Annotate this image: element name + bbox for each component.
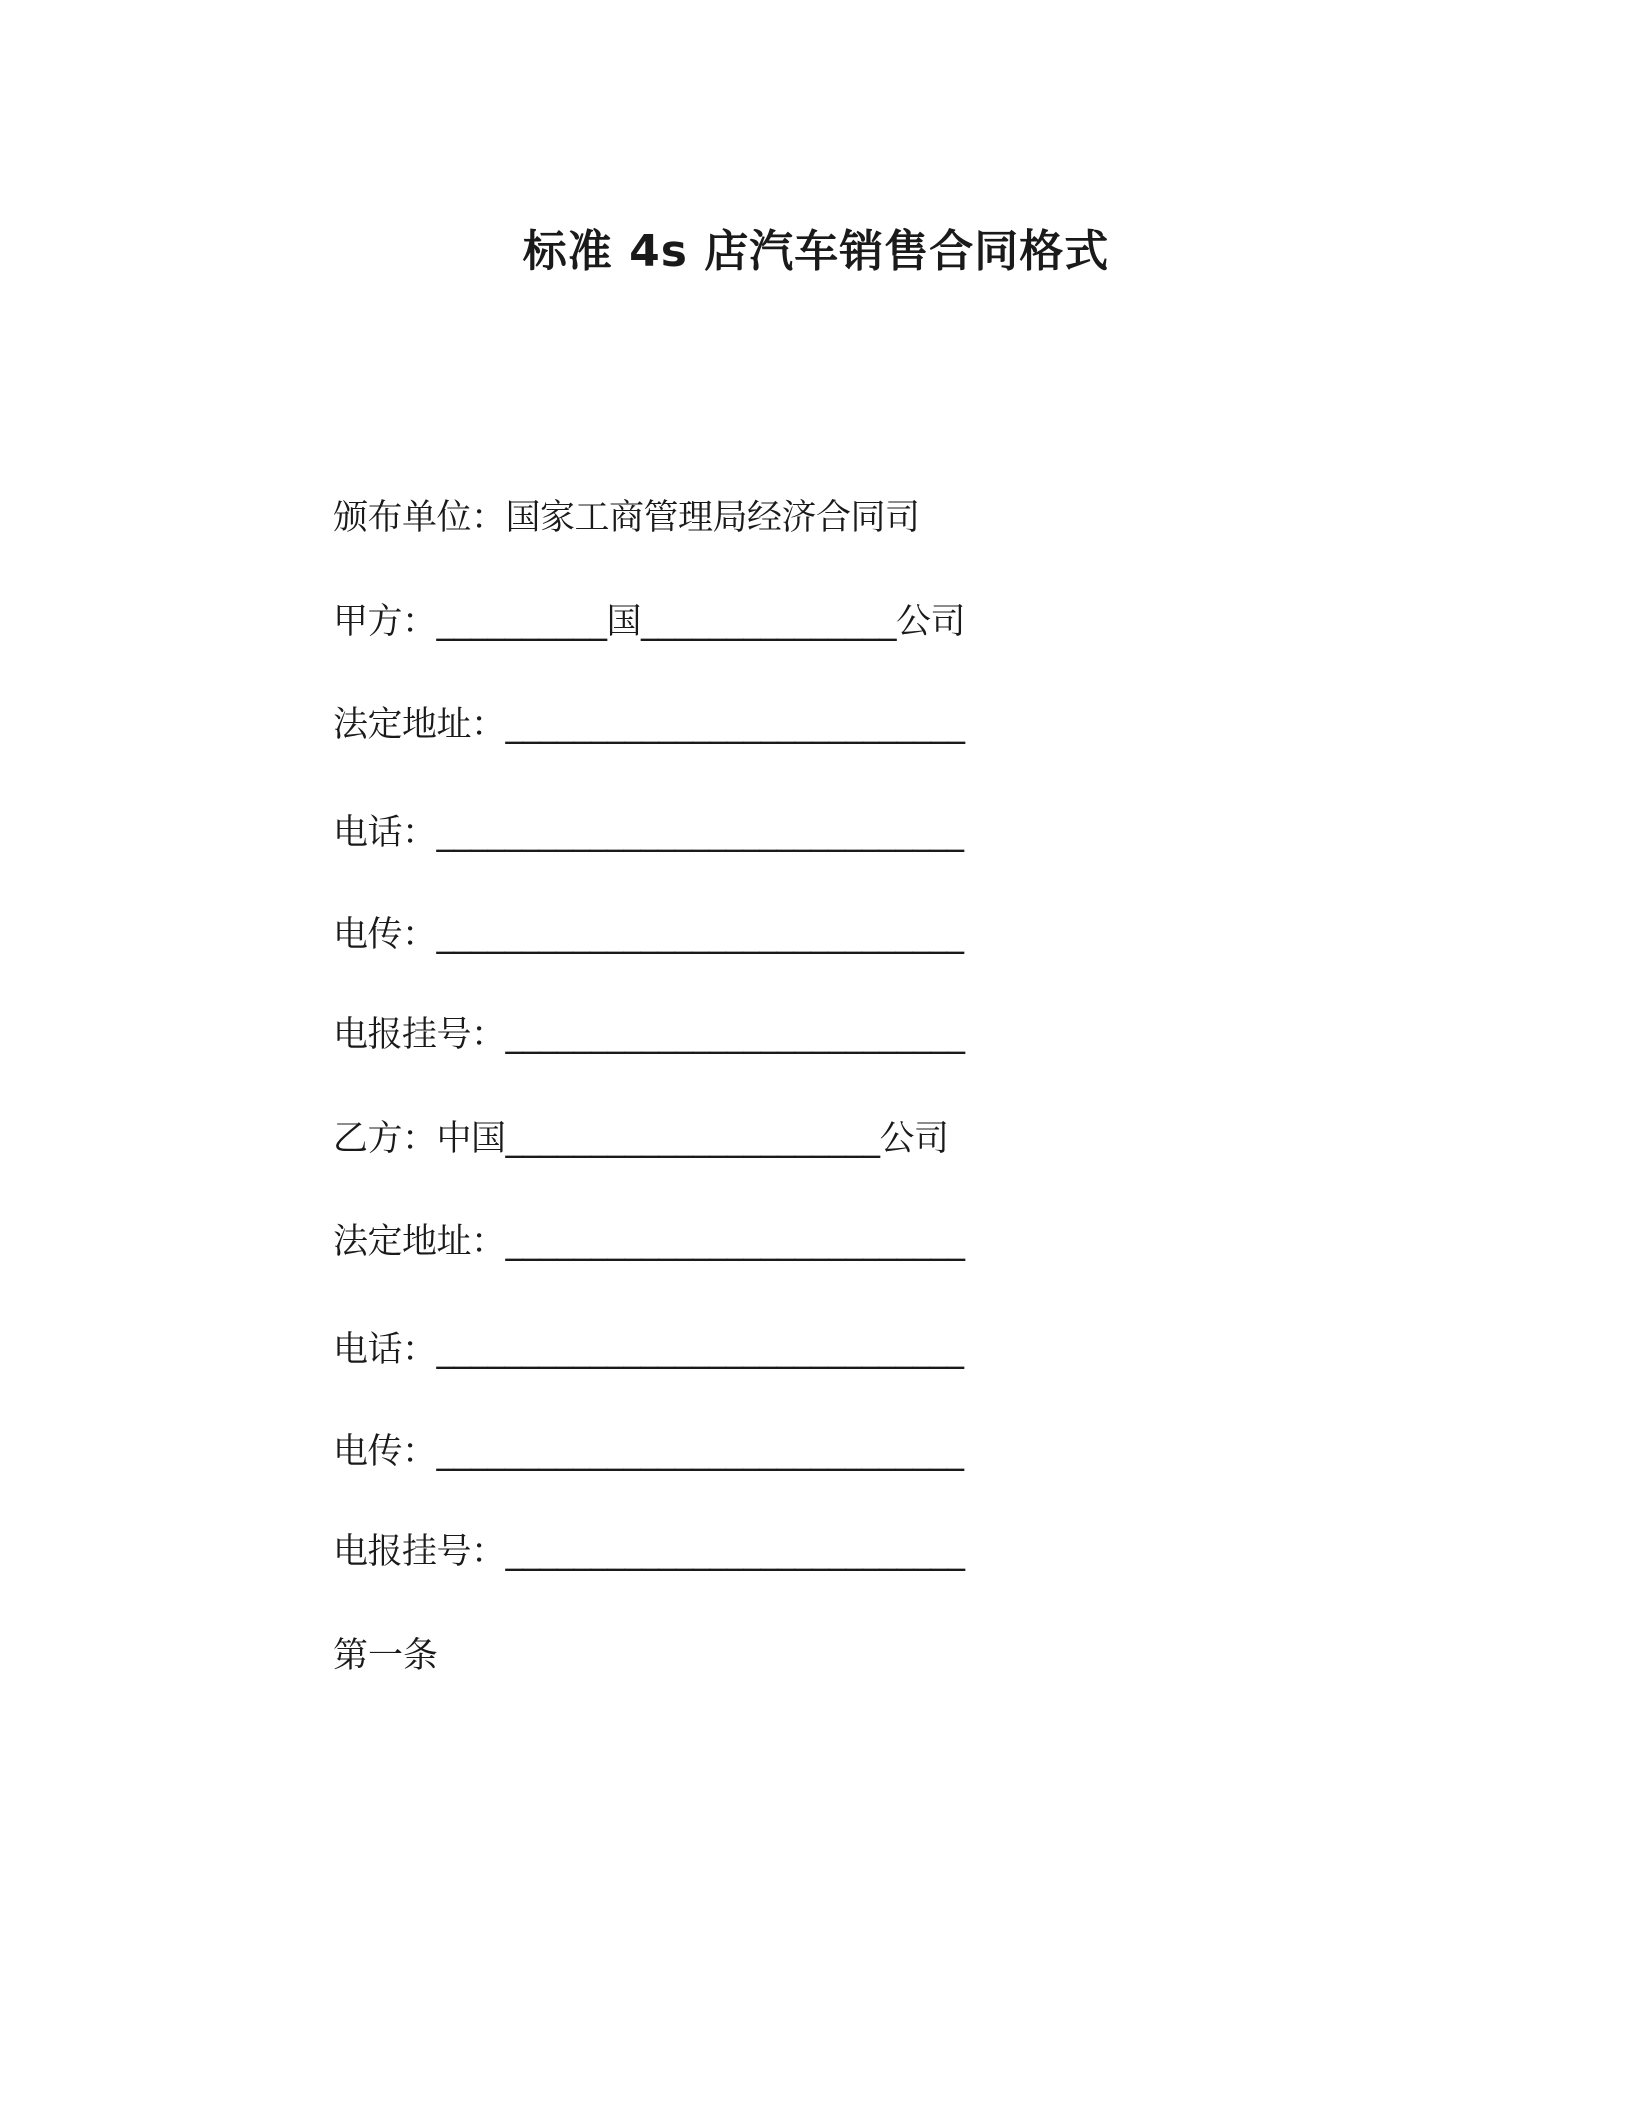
party-b-fax-line: 电传：_______________________________ <box>333 1432 964 1472</box>
document-title: 标准 4s 店汽车销售合同格式 <box>522 226 1110 277</box>
party-a-phone-line: 电话：_______________________________ <box>333 813 964 853</box>
party-b-company-line: 乙方：中国______________________公司 <box>333 1119 949 1159</box>
issuer-line: 颁布单位：国家工商管理局经济合同司 <box>333 498 920 538</box>
party-a-fax-line: 电传：_______________________________ <box>333 915 964 955</box>
party-a-telegram-line: 电报挂号：___________________________ <box>333 1015 965 1055</box>
party-b-phone-line: 电话：_______________________________ <box>333 1330 964 1370</box>
article-one-heading: 第一条 <box>333 1636 439 1676</box>
party-a-company-line: 甲方：__________国_______________公司 <box>333 602 966 642</box>
party-b-address-line: 法定地址：___________________________ <box>333 1222 965 1262</box>
party-b-telegram-line: 电报挂号：___________________________ <box>333 1532 965 1572</box>
party-a-address-line: 法定地址：___________________________ <box>333 705 965 745</box>
